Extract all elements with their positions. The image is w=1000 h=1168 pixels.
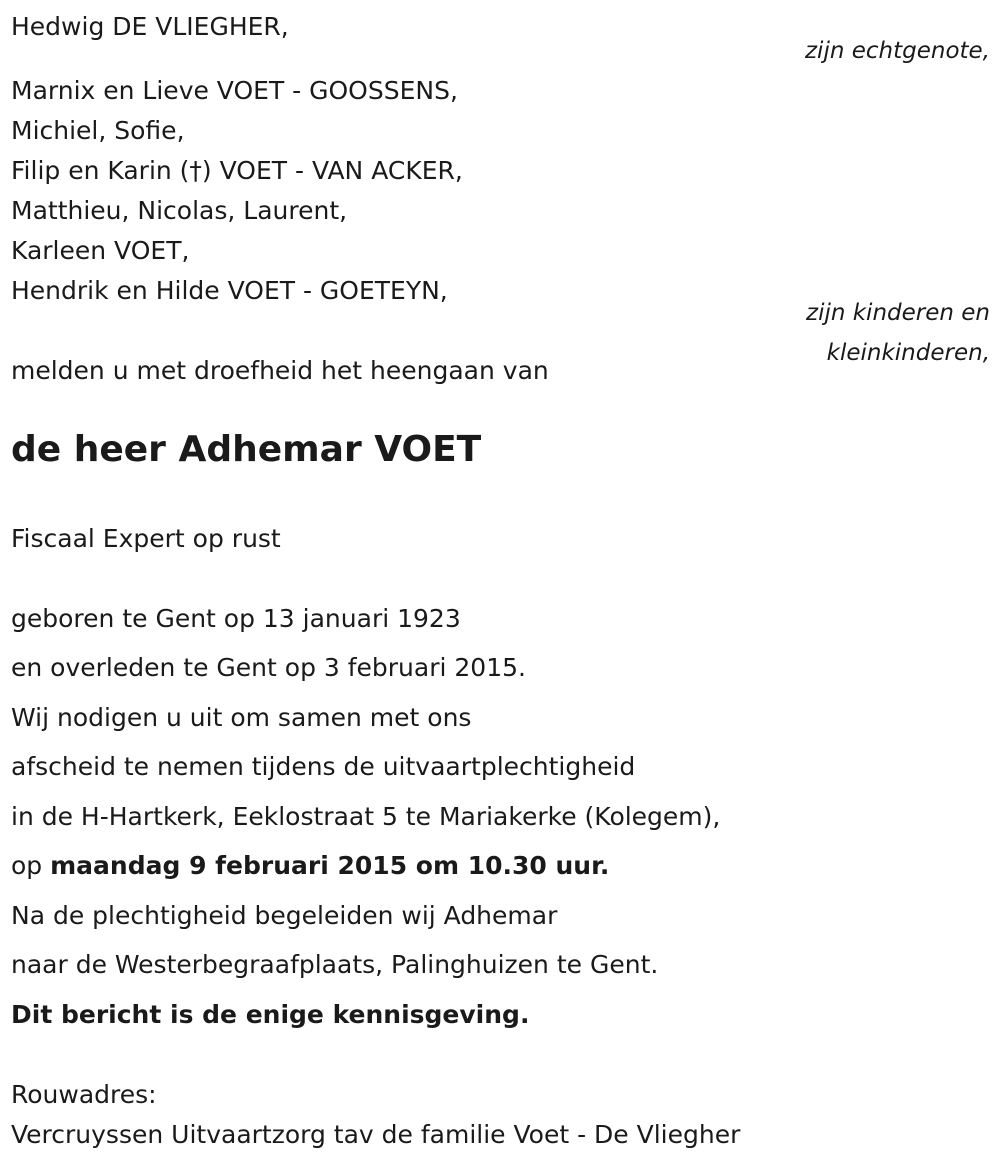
location-line: in de H-Hartkerk, Eeklostraat 5 te Mariakerke (Kolegem), — [11, 802, 721, 831]
child-line-3: Filip en Karin (†) VOET - VAN ACKER, — [11, 156, 463, 185]
child-line-5: Karleen VOET, — [11, 236, 190, 265]
child-line-1: Marnix en Lieve VOET - GOOSSENS, — [11, 76, 458, 105]
child-line-4: Matthieu, Nicolas, Laurent, — [11, 196, 348, 225]
child-line-2: Michiel, Sofie, — [11, 116, 185, 145]
announcement: melden u met droefheid het heengaan van — [11, 356, 549, 385]
birth-line: geboren te Gent op 13 januari 1923 — [11, 604, 461, 633]
deceased-name: de heer Adhemar VOET — [11, 429, 482, 470]
spouse-role: zijn echtgenote, — [804, 38, 990, 64]
date-prefix: op — [11, 851, 51, 880]
burial-line-1: Na de plechtigheid begeleiden wij Adhemar — [11, 901, 558, 930]
address-value: Vercruyssen Uitvaartzorg tav de familie Voet - De Vliegher — [11, 1120, 741, 1149]
spouse-name: Hedwig DE VLIEGHER, — [11, 12, 289, 41]
profession: Fiscaal Expert op rust — [11, 524, 281, 553]
invite-line-2: afscheid te nemen tijdens de uitvaartplechtigheid — [11, 752, 636, 781]
burial-line-2: naar de Westerbegraafplaats, Palinghuizen te Gent. — [11, 950, 659, 979]
child-line-6: Hendrik en Hilde VOET - GOETEYN, — [11, 276, 448, 305]
death-line: en overleden te Gent op 3 februari 2015. — [11, 653, 526, 682]
children-role-2: kleinkinderen, — [826, 340, 990, 366]
notice-line: Dit bericht is de enige kennisgeving. — [11, 1000, 530, 1029]
address-label: Rouwadres: — [11, 1080, 157, 1109]
date-line — [11, 853, 609, 878]
children-role-1: zijn kinderen en — [806, 300, 990, 326]
invite-line-1: Wij nodigen u uit om samen met ons — [11, 703, 472, 732]
date-bold: maandag 9 februari 2015 om 10.30 uur. — [50, 851, 610, 880]
